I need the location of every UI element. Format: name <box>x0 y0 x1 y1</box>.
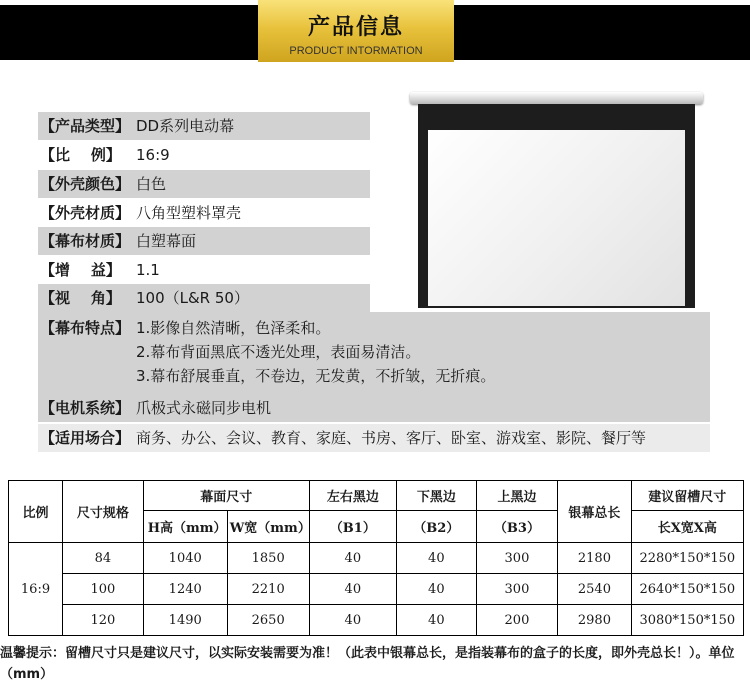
cell-slot: 2280*150*150 <box>631 543 743 574</box>
cell-size: 100 <box>63 574 144 605</box>
cell-b3: 300 <box>476 574 558 605</box>
header-ratio: 比例 <box>9 481 63 543</box>
cell-height: 1040 <box>143 543 227 574</box>
cell-b1: 40 <box>309 605 396 636</box>
info-value: 1.1 <box>136 261 160 279</box>
info-label: 【幕布材质】 <box>40 232 131 250</box>
info-value: 白色 <box>136 175 167 193</box>
header-b2: （B2） <box>397 511 477 543</box>
info-row-type <box>38 112 370 140</box>
info-label: 【外壳材质】 <box>40 204 131 222</box>
table-row <box>9 574 744 605</box>
footnote: 温馨提示：留槽尺寸只是建议尺寸，以实际安装需要为准！（此表中银幕总长，是指装幕布的盒子的长度，即外壳总长！）。单位（mm） <box>0 646 735 682</box>
header-width: W宽（mm） <box>227 511 309 543</box>
info-value: 爪极式永磁同步电机 <box>136 399 272 417</box>
cell-b3: 300 <box>476 543 558 574</box>
cell-width: 1850 <box>227 543 309 574</box>
header-size: 尺寸规格 <box>63 481 144 543</box>
cell-b1: 40 <box>309 574 396 605</box>
section-subtitle: PRODUCT INTORMATION <box>289 45 423 57</box>
header-lr-border: 左右黑边 <box>309 481 396 511</box>
header-height: H高（mm） <box>143 511 227 543</box>
size-table <box>8 480 744 636</box>
feature-line: 3.幕布舒展垂直，不卷边，无发黄，不折皱，无折痕。 <box>136 367 496 385</box>
cell-b2: 40 <box>397 543 477 574</box>
info-row-ratio <box>38 141 370 169</box>
info-row-shell <box>38 199 370 227</box>
info-label: 【电机系统】 <box>40 399 131 417</box>
info-row-usage <box>38 424 710 452</box>
info-row-angle <box>38 284 370 312</box>
section-title: 产品信息 <box>307 15 404 40</box>
info-label: 【视 角】 <box>40 289 121 307</box>
info-label: 【幕布特点】 <box>40 319 131 337</box>
header-screen-size: 幕面尺寸 <box>143 481 309 511</box>
info-label: 【外壳颜色】 <box>40 175 131 193</box>
info-row-motor <box>38 394 710 422</box>
projector-screen-image <box>418 92 695 308</box>
info-value: 100（L&R 50） <box>136 289 249 307</box>
table-row <box>9 543 744 574</box>
cell-ratio: 16:9 <box>9 543 63 636</box>
cell-total: 2980 <box>558 605 631 636</box>
cell-b3: 200 <box>476 605 558 636</box>
table-row <box>9 605 744 636</box>
info-label: 【比 例】 <box>40 146 121 164</box>
cell-total: 2180 <box>558 543 631 574</box>
cell-height: 1490 <box>143 605 227 636</box>
cell-size: 84 <box>63 543 144 574</box>
cell-total: 2540 <box>558 574 631 605</box>
header-top-border: 上黑边 <box>476 481 558 511</box>
features-block <box>38 312 710 394</box>
cell-height: 1240 <box>143 574 227 605</box>
info-label: 【增 益】 <box>40 261 121 279</box>
cell-width: 2650 <box>227 605 309 636</box>
header-b3: （B3） <box>476 511 558 543</box>
header-title-box <box>258 0 454 62</box>
info-value: 白塑幕面 <box>136 232 197 250</box>
screen-white-surface <box>428 130 685 306</box>
cell-slot: 3080*150*150 <box>631 605 743 636</box>
header-b1: （B1） <box>309 511 396 543</box>
header-lwh: 长X宽X高 <box>631 511 743 543</box>
header-total-length: 银幕总长 <box>558 481 631 543</box>
info-value: 八角型塑料罩壳 <box>136 204 242 222</box>
info-value: 商务、办公、会议、教育、家庭、书房、客厅、卧室、游戏室、影院、餐厅等 <box>136 429 647 447</box>
info-row-gain <box>38 256 370 284</box>
screen-housing <box>410 92 703 104</box>
info-value: 16:9 <box>136 146 170 164</box>
cell-b2: 40 <box>397 574 477 605</box>
feature-line: 2.幕布背面黑底不透光处理，表面易清洁。 <box>136 343 421 361</box>
cell-slot: 2640*150*150 <box>631 574 743 605</box>
header-bottom-border: 下黑边 <box>397 481 477 511</box>
cell-b1: 40 <box>309 543 396 574</box>
feature-line: 1.影像自然清晰，色泽柔和。 <box>136 319 331 337</box>
header-slot-size: 建议留槽尺寸 <box>631 481 743 511</box>
info-row-fabric <box>38 227 370 255</box>
cell-size: 120 <box>63 605 144 636</box>
info-label: 【适用场合】 <box>40 429 131 447</box>
cell-width: 2210 <box>227 574 309 605</box>
info-value: DD系列电动幕 <box>136 117 235 135</box>
info-label: 【产品类型】 <box>40 117 131 135</box>
info-row-color <box>38 170 370 198</box>
cell-b2: 40 <box>397 605 477 636</box>
